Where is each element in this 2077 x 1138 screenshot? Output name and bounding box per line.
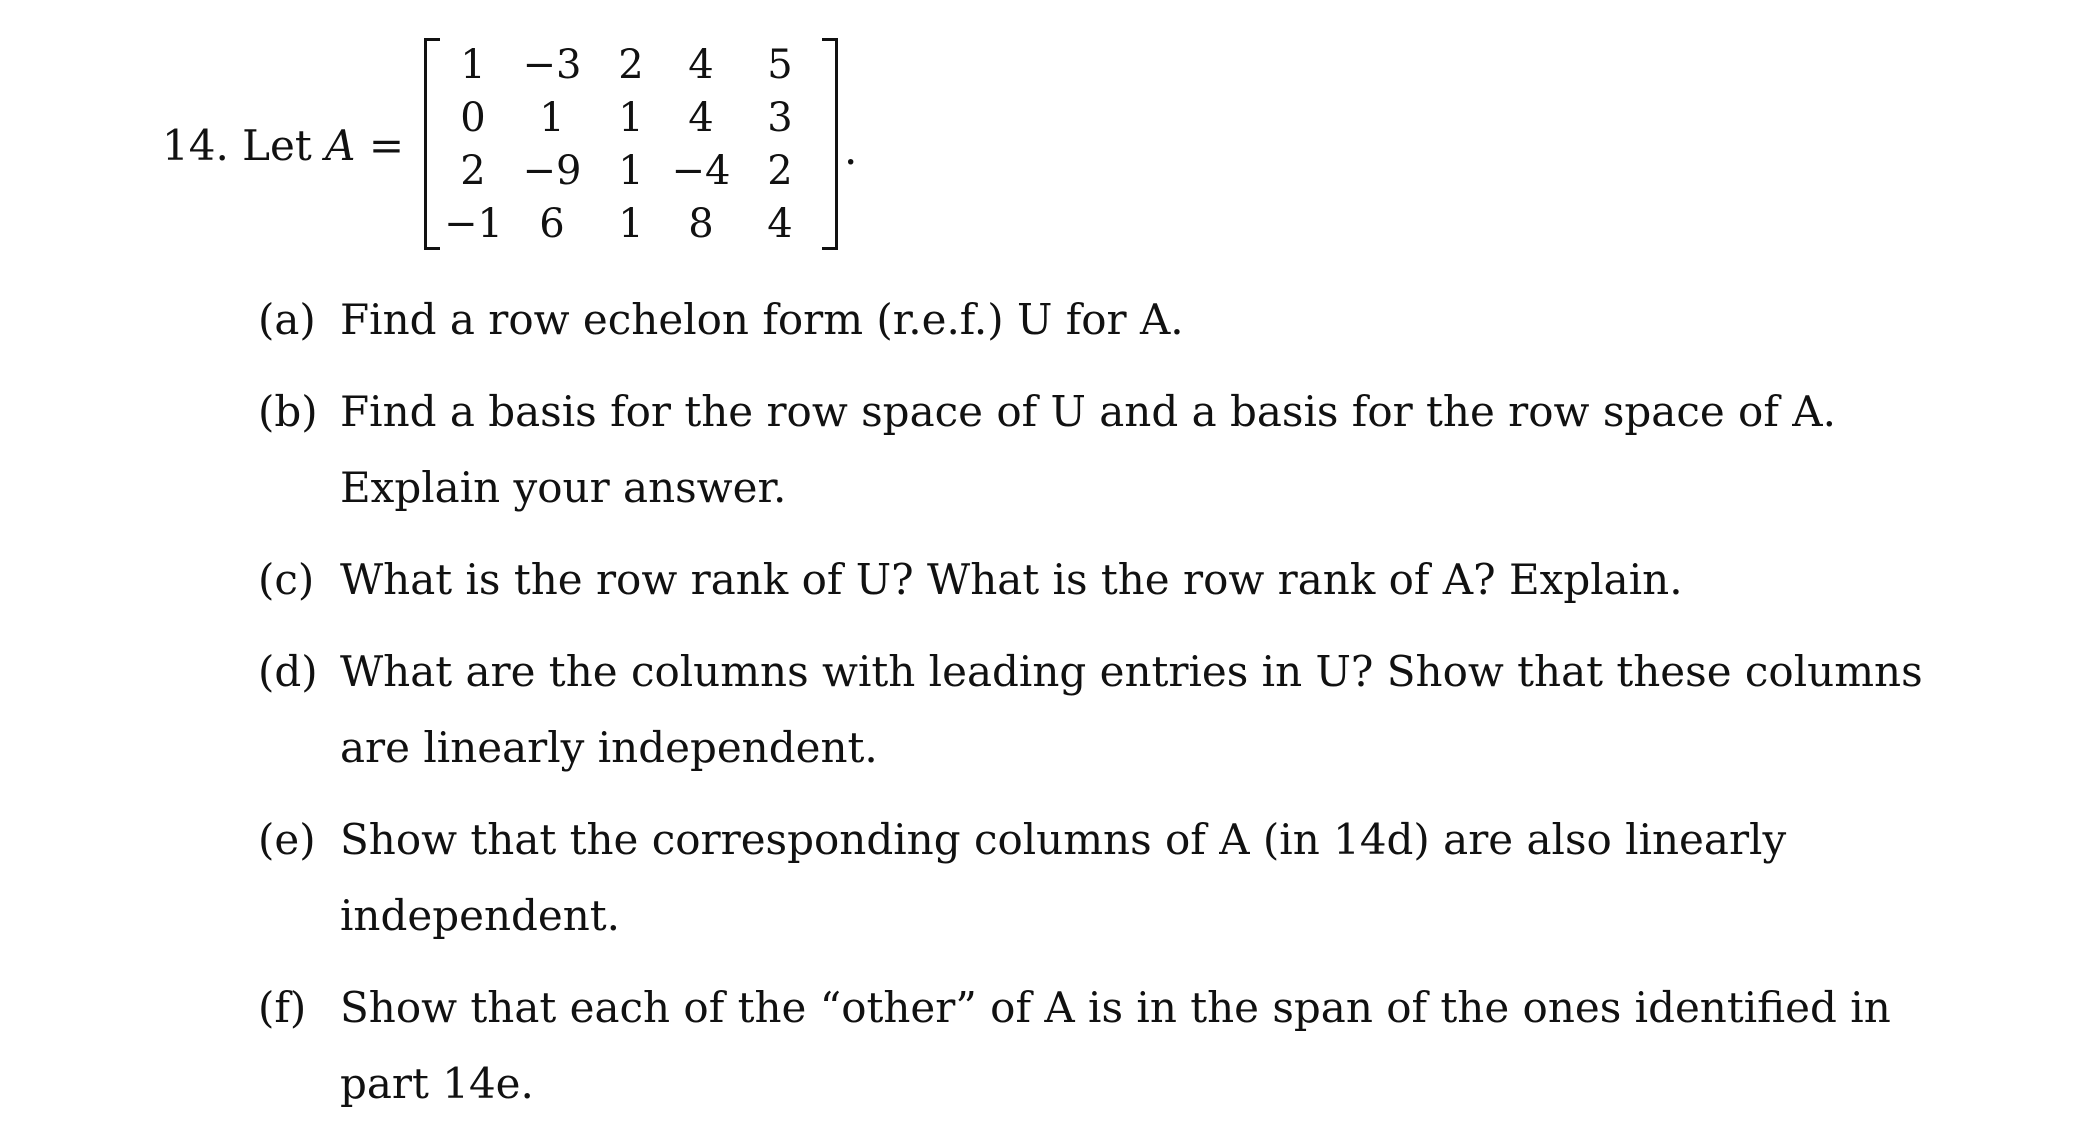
part-e	[258, 802, 1978, 954]
right-bracket	[822, 38, 838, 250]
part-label: (a)	[258, 295, 316, 344]
problem-number: 14.	[162, 121, 229, 170]
part-text: Show that the corresponding columns of A (in 14d) are also linearly independent.	[340, 815, 1800, 940]
matrix-cell-r3-c4: −4	[671, 147, 731, 194]
matrix-period: .	[844, 125, 858, 174]
matrix-cell-r4-c4: 8	[688, 200, 714, 247]
problem-heading	[162, 116, 404, 176]
matrix-cell-r3-c5: 2	[767, 147, 793, 194]
problem-parts	[258, 282, 1978, 1138]
part-text: Show that each of the “other” of A is in the span of the ones identified in part 14e.	[340, 983, 1905, 1108]
part-c	[258, 542, 1978, 618]
part-label: (e)	[258, 815, 316, 864]
part-text: Find a row echelon form (r.e.f.) U for A.	[340, 295, 1184, 344]
matrix-cell-r3-c3: 1	[618, 147, 644, 194]
part-text: Find a basis for the row space of U and a basis for the row space of A. Explain your answer.	[340, 387, 1850, 512]
part-label: (b)	[258, 387, 318, 436]
matrix-cell-r2-c3: 1	[618, 94, 644, 141]
left-bracket	[424, 38, 440, 250]
matrix-cell-r4-c1: −1	[444, 200, 503, 247]
matrix-cell-r1-c2: −3	[522, 41, 582, 88]
matrix-cell-r4-c5: 4	[767, 200, 793, 247]
matrix-cell-r2-c2: 1	[539, 94, 565, 141]
part-a	[258, 282, 1978, 358]
part-d	[258, 634, 1978, 786]
matrix-cell-r4-c2: 6	[539, 200, 565, 247]
matrix-cell-r3-c2: −9	[522, 147, 582, 194]
matrix-cell-r1-c3: 2	[618, 41, 644, 88]
part-text: What is the row rank of U? What is the row rank of A? Explain.	[340, 555, 1683, 604]
matrix-cell-r1-c1: 1	[460, 41, 486, 88]
matrix-a	[424, 38, 838, 258]
problem-intro: Let	[242, 121, 312, 170]
part-text: What are the columns with leading entries in U? Show that these columns are linearly independent.	[340, 647, 1936, 772]
matrix-grid	[444, 38, 818, 250]
matrix-cell-r3-c1: 2	[460, 147, 486, 194]
matrix-name: A	[325, 121, 356, 170]
part-f	[258, 970, 1978, 1122]
matrix-cell-r1-c4: 4	[688, 41, 714, 88]
matrix-cell-r1-c5: 5	[767, 41, 793, 88]
part-label: (c)	[258, 555, 315, 604]
part-b	[258, 374, 1978, 526]
matrix-cell-r4-c3: 1	[618, 200, 644, 247]
matrix-cell-r2-c5: 3	[767, 94, 793, 141]
matrix-cell-r2-c4: 4	[688, 94, 714, 141]
part-label: (f)	[258, 983, 307, 1032]
part-label: (d)	[258, 647, 318, 696]
equals-sign: =	[368, 121, 405, 170]
matrix-cell-r2-c1: 0	[460, 94, 486, 141]
